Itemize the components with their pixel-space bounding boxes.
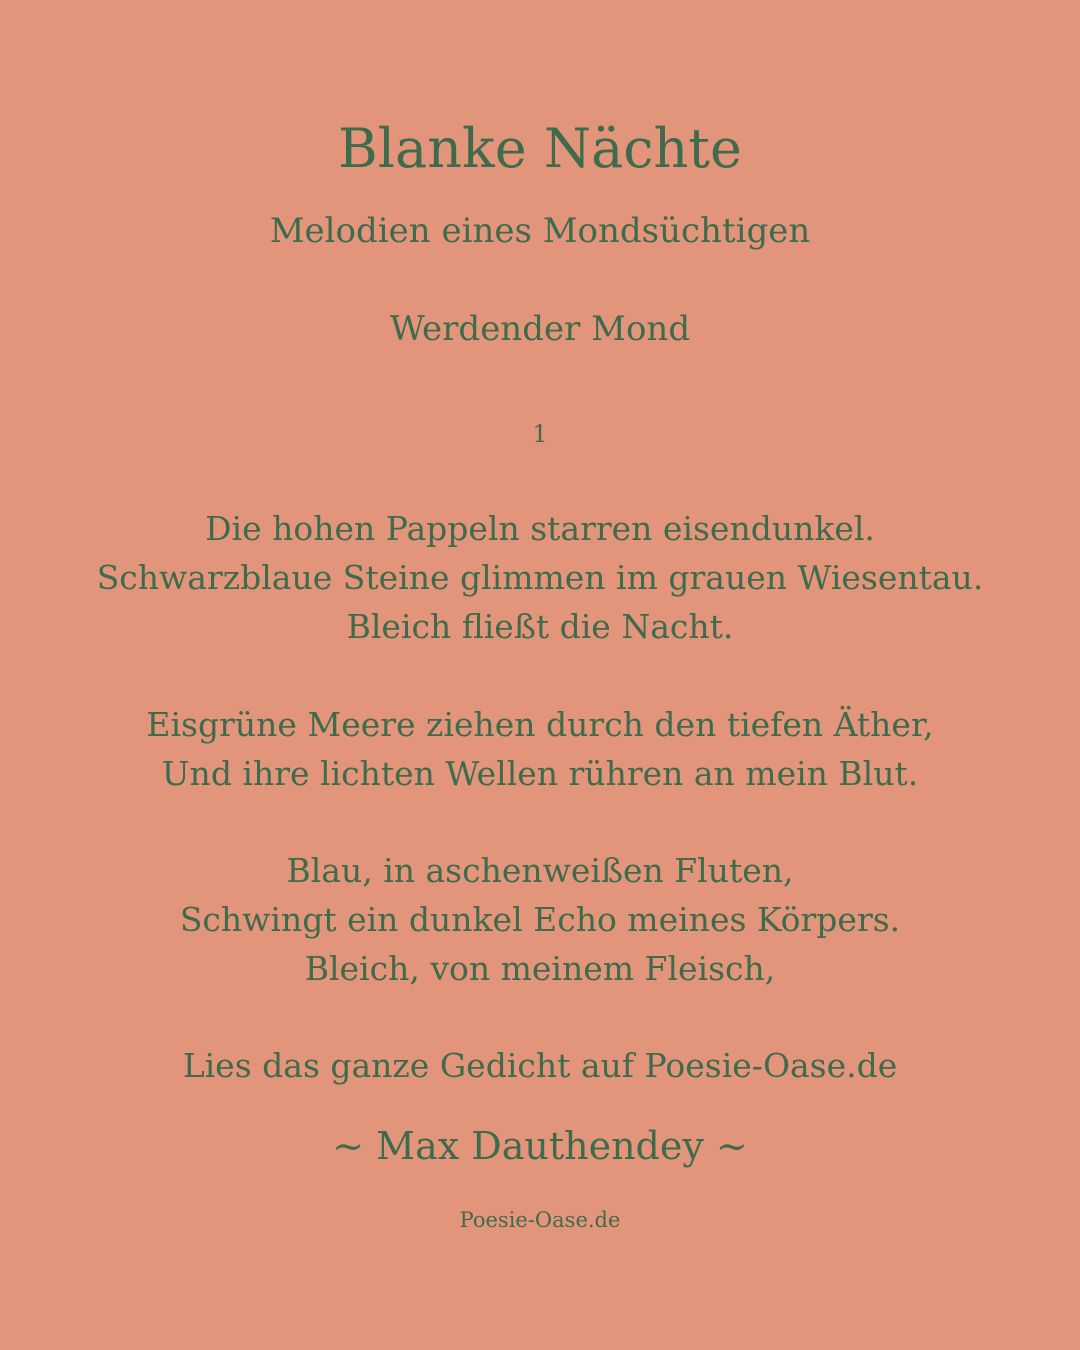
verse-line: Blau, in aschenweißen Fluten, <box>286 851 794 890</box>
verse-line: Bleich fließt die Nacht. <box>346 607 734 646</box>
verse-line: Schwarzblaue Steine glimmen im grauen Wiesentau. <box>96 558 984 597</box>
poem-title: Blanke Nächte <box>338 117 742 180</box>
verse-line: Schwingt ein dunkel Echo meines Körpers. <box>179 900 901 939</box>
stanza-1 <box>0 504 1080 651</box>
section-number: 1 <box>532 420 548 448</box>
verse-line: Bleich, von meinem Fleisch, <box>304 949 776 988</box>
verse-line: Eisgrüne Meere ziehen durch den tiefen Äther, <box>146 705 934 744</box>
author-name: ~ Max Dauthendey ~ <box>332 1124 748 1168</box>
section-heading: Werdender Mond <box>389 309 691 349</box>
stanza-3 <box>0 846 1080 993</box>
verse-line: Die hohen Pappeln starren eisendunkel. <box>205 509 875 548</box>
read-more-text: Lies das ganze Gedicht auf Poesie-Oase.de <box>182 1046 898 1085</box>
poem-subtitle: Melodien eines Mondsüchtigen <box>269 211 811 251</box>
verse-line: Und ihre lichten Wellen rühren an mein Blut. <box>161 754 919 793</box>
site-watermark: Poesie-Oase.de <box>459 1208 621 1232</box>
stanza-2 <box>0 700 1080 798</box>
